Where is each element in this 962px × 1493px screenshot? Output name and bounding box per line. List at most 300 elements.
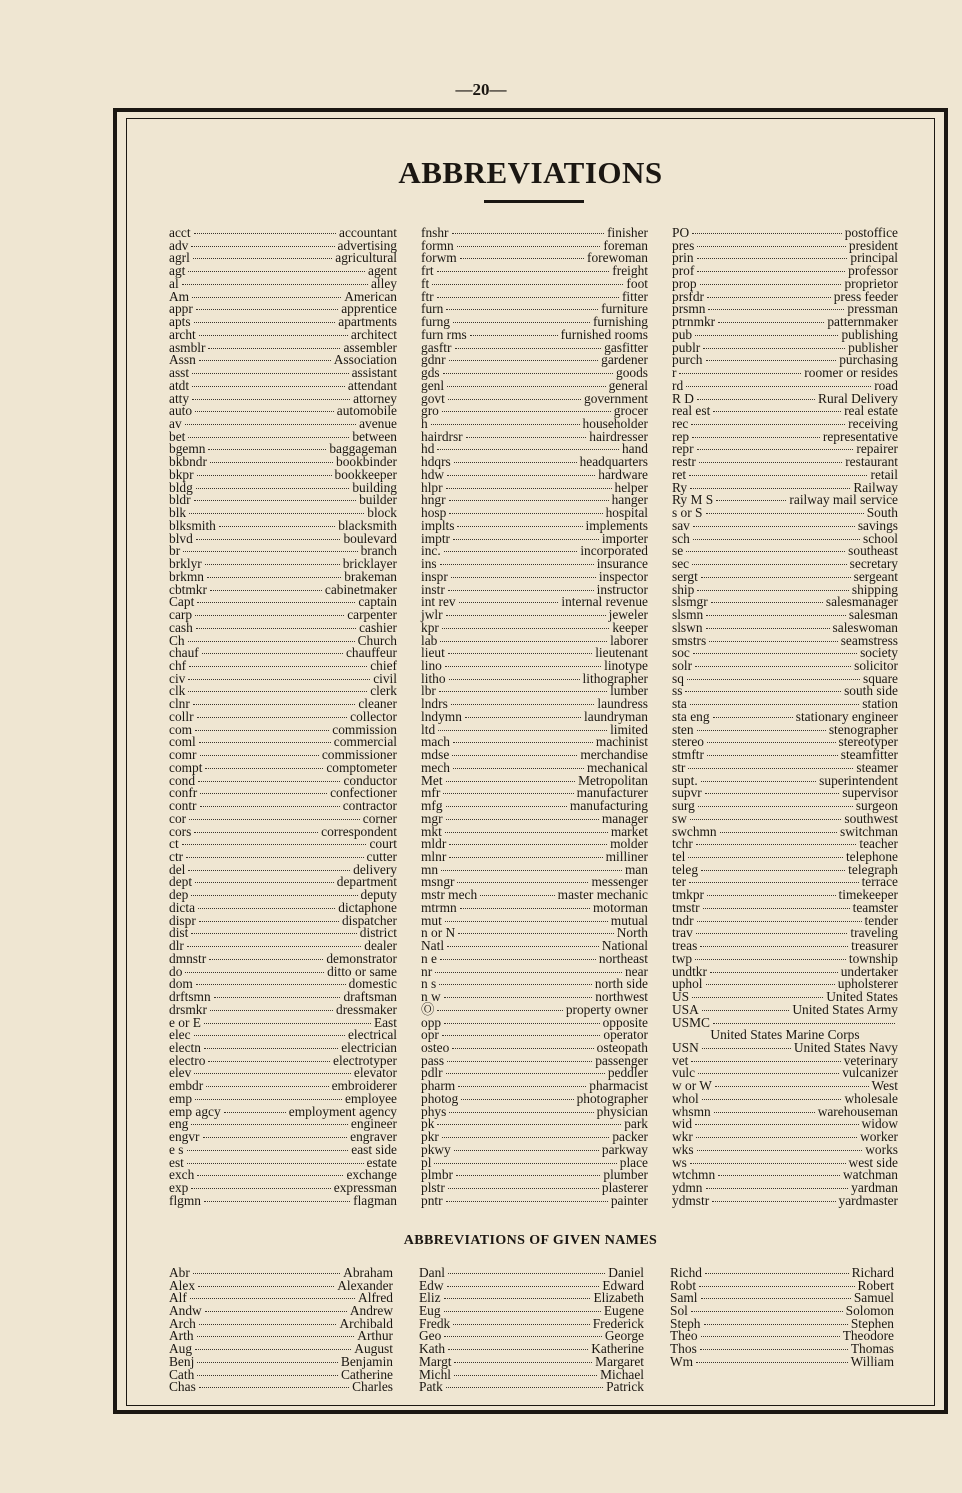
- entry-abbreviation: inspr: [421, 568, 448, 584]
- leader-dots: [718, 322, 824, 323]
- leader-dots: [194, 832, 318, 833]
- entry-abbreviation: genl: [421, 377, 445, 393]
- leader-dots: [691, 1311, 843, 1312]
- entry-abbreviation: frt: [421, 263, 434, 279]
- entry-abbreviation: twp: [672, 950, 693, 966]
- leader-dots: [437, 1124, 621, 1125]
- leader-dots: [434, 1163, 616, 1164]
- entry-abbreviation: Arth: [169, 1328, 194, 1344]
- entry-full-form: engraver: [350, 1129, 397, 1145]
- abbreviation-entry: [169, 494, 397, 507]
- leader-dots: [444, 1336, 602, 1337]
- entry-abbreviation: com: [169, 721, 193, 737]
- entry-abbreviation: mldr: [421, 836, 447, 852]
- leader-dots: [686, 551, 845, 552]
- entry-full-form: apartments: [338, 314, 397, 330]
- leader-dots: [449, 679, 580, 680]
- leader-dots: [207, 577, 341, 578]
- entry-abbreviation: blksmith: [169, 517, 216, 533]
- entry-full-form: representative: [822, 428, 898, 444]
- abbreviation-entry: [421, 428, 648, 444]
- entry-abbreviation: coml: [169, 734, 196, 750]
- entry-abbreviation: cbtmkr: [169, 581, 207, 597]
- leader-dots: [695, 959, 846, 960]
- entry-full-form: manufacturing: [569, 798, 648, 814]
- entry-abbreviation: formn: [421, 237, 454, 253]
- entry-full-form: chauffeur: [345, 645, 397, 661]
- leader-dots: [193, 704, 356, 705]
- entry-full-form: captain: [358, 594, 397, 610]
- leader-dots: [205, 564, 340, 565]
- leader-dots: [711, 602, 823, 603]
- entry-full-form: conductor: [343, 772, 397, 788]
- entry-full-form: delivery: [353, 861, 397, 877]
- entry-abbreviation: e s: [169, 1141, 184, 1157]
- given-names-title: ABBREVIATIONS OF GIVEN NAMES: [403, 1233, 658, 1248]
- entry-full-form: gasfitter: [604, 339, 648, 355]
- entry-abbreviation: gds: [421, 365, 440, 381]
- inner-frame: [126, 118, 935, 1406]
- entry-full-form: hairdresser: [589, 428, 648, 444]
- leader-dots: [447, 946, 599, 947]
- entry-abbreviation: surg: [672, 798, 695, 814]
- entry-abbreviation: rd: [672, 377, 684, 393]
- leader-dots: [187, 1150, 349, 1151]
- entry-full-form: bookbinder: [336, 454, 397, 470]
- entry-abbreviation: lieut: [421, 645, 445, 661]
- leader-dots: [441, 870, 622, 871]
- leader-dots: [200, 755, 319, 756]
- leader-dots: [185, 424, 356, 425]
- entry-full-form: market: [610, 823, 648, 839]
- abbreviation-entry: [421, 1192, 648, 1208]
- entry-full-form: restaurant: [845, 454, 898, 470]
- entry-abbreviation: ins: [421, 556, 437, 572]
- leader-dots: [696, 933, 848, 934]
- leader-dots: [444, 997, 592, 998]
- abbreviation-entry: [672, 1192, 898, 1208]
- leader-dots: [208, 449, 326, 450]
- entry-abbreviation: atdt: [169, 377, 190, 393]
- entry-full-form: merchandise: [580, 747, 648, 763]
- entry-full-form: yardman: [851, 1180, 898, 1196]
- entry-full-form: Frederick: [592, 1315, 644, 1331]
- leader-dots: [453, 539, 599, 540]
- entry-full-form: domestic: [348, 976, 397, 992]
- leader-dots: [720, 832, 837, 833]
- leader-dots: [452, 233, 605, 234]
- entry-full-form: veterinary: [843, 1052, 898, 1068]
- entry-full-form: building: [352, 479, 397, 495]
- leader-dots: [458, 933, 614, 934]
- entry-abbreviation: wtchmn: [672, 1167, 716, 1183]
- entry-full-form: publisher: [848, 339, 898, 355]
- entry-full-form: South: [866, 505, 898, 521]
- entry-full-form: embroiderer: [331, 1078, 397, 1094]
- entry-abbreviation: supvr: [672, 785, 702, 801]
- leader-dots: [697, 258, 848, 259]
- entry-abbreviation: real est: [672, 403, 711, 419]
- leader-dots: [224, 1112, 286, 1113]
- entry-full-form: pharmacist: [589, 1078, 648, 1094]
- entry-full-form: sergeant: [853, 568, 898, 584]
- entry-full-form: freight: [612, 263, 648, 279]
- entry-full-form: baggageman: [329, 441, 397, 457]
- leader-dots: [446, 819, 599, 820]
- entry-full-form: seamstress: [840, 632, 898, 648]
- leader-dots: [444, 1311, 601, 1312]
- leader-dots: [192, 386, 345, 387]
- leader-dots: [446, 1387, 603, 1388]
- leader-dots: [457, 882, 588, 883]
- entry-abbreviation: whol: [672, 1090, 699, 1106]
- entry-abbreviation: msngr: [421, 874, 455, 890]
- entry-full-form: Alexander: [337, 1277, 393, 1293]
- entry-full-form: foreman: [603, 237, 648, 253]
- entry-full-form: motorman: [592, 899, 648, 915]
- entry-abbreviation: h: [421, 416, 428, 432]
- leader-dots: [698, 1073, 839, 1074]
- entry-full-form: East: [373, 1014, 397, 1030]
- entry-abbreviation: dist: [169, 925, 189, 941]
- given-names-column-3: [670, 1267, 894, 1369]
- entry-full-form: secretary: [849, 556, 898, 572]
- entry-full-form: packer: [612, 1129, 648, 1145]
- entry-abbreviation: sw: [672, 810, 687, 826]
- leader-dots: [706, 615, 846, 616]
- entry-abbreviation: mfg: [421, 798, 443, 814]
- entry-full-form: attendant: [347, 377, 397, 393]
- entry-full-form: professor: [848, 263, 898, 279]
- leader-dots: [192, 297, 341, 298]
- entry-abbreviation: sta eng: [672, 708, 710, 724]
- entry-abbreviation: hdqrs: [421, 454, 451, 470]
- leader-dots: [202, 653, 343, 654]
- leader-dots: [448, 1188, 599, 1189]
- leader-dots: [198, 1286, 334, 1287]
- entry-full-form: mechanical: [587, 759, 648, 775]
- abbreviation-entry: [169, 647, 397, 660]
- entry-abbreviation: gro: [421, 403, 439, 419]
- leader-dots: [458, 1086, 586, 1087]
- entry-abbreviation: cash: [169, 619, 193, 635]
- entry-full-form: savings: [857, 517, 898, 533]
- entry-abbreviation: publr: [672, 339, 701, 355]
- entry-abbreviation: Eug: [419, 1303, 441, 1319]
- leader-dots: [686, 386, 871, 387]
- leader-dots: [195, 615, 344, 616]
- entry-abbreviation: mn: [421, 861, 439, 877]
- abbreviation-entry: [670, 1353, 894, 1369]
- entry-abbreviation: appr: [169, 301, 193, 317]
- entry-full-form: south side: [844, 683, 898, 699]
- entry-abbreviation: acct: [169, 225, 191, 240]
- entry-abbreviation: litho: [421, 670, 446, 686]
- entry-full-form: peddler: [607, 1065, 648, 1081]
- leader-dots: [690, 1163, 846, 1164]
- entry-full-form: Theodore: [842, 1328, 894, 1344]
- entry-full-form: exchange: [346, 1167, 397, 1183]
- entry-abbreviation: osteo: [421, 1040, 450, 1055]
- leader-dots: [707, 297, 831, 298]
- leader-dots: [693, 526, 855, 527]
- entry-full-form: West: [871, 1078, 898, 1094]
- leader-dots: [696, 1362, 848, 1363]
- entry-abbreviation: prop: [672, 275, 697, 291]
- entry-abbreviation: n e: [421, 950, 437, 966]
- entry-abbreviation: Kath: [419, 1341, 446, 1357]
- leader-dots: [442, 628, 609, 629]
- leader-dots: [453, 1324, 589, 1325]
- entry-abbreviation: blk: [169, 505, 187, 521]
- entry-full-form: steamfitter: [840, 747, 898, 763]
- entry-abbreviation: flgmn: [169, 1192, 201, 1208]
- entry-abbreviation: sq: [672, 670, 684, 686]
- entry-full-form: publishing: [841, 326, 898, 342]
- entry-full-form: collector: [350, 708, 397, 724]
- entry-abbreviation: stereo: [672, 734, 704, 750]
- entry-full-form: clerk: [370, 683, 397, 699]
- entry-abbreviation: contr: [169, 798, 197, 814]
- entry-abbreviation: ptrnmkr: [672, 314, 716, 330]
- leader-dots: [195, 1099, 342, 1100]
- leader-dots: [431, 424, 580, 425]
- leader-dots: [695, 1124, 858, 1125]
- entry-full-form: employee: [344, 1090, 397, 1106]
- entry-abbreviation: asmblr: [169, 339, 206, 355]
- entry-full-form: property owner: [565, 1001, 648, 1017]
- entry-full-form: upholsterer: [837, 976, 898, 992]
- entry-full-form: correspondent: [321, 823, 397, 839]
- entry-abbreviation: pntr: [421, 1192, 443, 1208]
- entry-full-form: north side: [594, 976, 648, 992]
- entry-full-form: saleswoman: [832, 619, 898, 635]
- leader-dots: [194, 1035, 345, 1036]
- entry-abbreviation: sav: [672, 517, 690, 533]
- leader-dots: [189, 819, 360, 820]
- leader-dots: [710, 972, 838, 973]
- entry-abbreviation: slsmn: [672, 607, 704, 623]
- entry-full-form: supervisor: [842, 785, 898, 801]
- leader-dots: [459, 602, 559, 603]
- entry-full-form: terrace: [861, 874, 898, 890]
- entry-abbreviation: lab: [421, 632, 438, 648]
- entry-abbreviation: sch: [672, 530, 690, 546]
- entry-full-form: school: [863, 530, 898, 546]
- leader-dots: [709, 641, 837, 642]
- entry-abbreviation: r: [672, 365, 677, 381]
- entry-abbreviation: hairdrsr: [421, 428, 463, 444]
- entry-abbreviation: e or E: [169, 1014, 201, 1030]
- entry-full-form: National: [601, 938, 648, 954]
- entry-abbreviation: plstr: [421, 1180, 445, 1196]
- entry-abbreviation: av: [169, 416, 182, 432]
- entry-full-form: undertaker: [840, 963, 898, 979]
- entry-abbreviation: Alex: [169, 1277, 196, 1293]
- entry-abbreviation: lndrs: [421, 696, 448, 712]
- entry-abbreviation: ct: [169, 836, 179, 852]
- entry-full-form: Solomon: [845, 1303, 894, 1319]
- entry-abbreviation: kpr: [421, 619, 439, 635]
- entry-full-form: northeast: [598, 950, 648, 966]
- leader-dots: [460, 258, 584, 259]
- leader-dots: [188, 271, 365, 272]
- leader-dots: [209, 959, 323, 960]
- entry-full-form: Metropolitan: [578, 772, 648, 788]
- leader-dots: [452, 1048, 593, 1049]
- entry-full-form: manager: [601, 810, 648, 826]
- entry-full-form: Charles: [352, 1379, 393, 1395]
- abbreviation-column-2: [421, 227, 648, 1208]
- leader-dots: [696, 1137, 857, 1138]
- entry-full-form: North: [616, 925, 648, 941]
- entry-abbreviation: n s: [421, 976, 437, 992]
- leader-dots: [182, 284, 368, 285]
- entry-full-form: man: [624, 861, 648, 877]
- entry-abbreviation: tchr: [672, 836, 693, 852]
- entry-full-form: park: [624, 1116, 648, 1132]
- abbreviation-entry: [672, 456, 898, 469]
- leader-dots: [453, 768, 584, 769]
- entry-abbreviation: sec: [672, 556, 690, 572]
- entry-abbreviation: pk: [421, 1116, 435, 1132]
- abbreviation-entry: [169, 657, 397, 673]
- entry-full-form: Rural Delivery: [818, 390, 898, 406]
- entry-full-form: George: [604, 1328, 644, 1344]
- leader-dots: [188, 437, 349, 438]
- leader-dots: [199, 1387, 349, 1388]
- entry-abbreviation: imptr: [421, 530, 451, 546]
- entry-abbreviation: Arch: [169, 1315, 196, 1331]
- entry-full-form: blacksmith: [338, 517, 397, 533]
- entry-full-form: machinist: [595, 734, 648, 750]
- entry-abbreviation: instr: [421, 581, 445, 597]
- leader-dots: [460, 908, 590, 909]
- entry-full-form: William: [850, 1353, 894, 1369]
- entry-abbreviation: Michl: [419, 1366, 451, 1382]
- entry-abbreviation: govt: [421, 390, 445, 406]
- entry-full-form: hanger: [611, 492, 648, 508]
- entry-full-form: instructor: [596, 581, 648, 597]
- entry-abbreviation: chauf: [169, 645, 199, 661]
- entry-full-form: grocer: [613, 403, 648, 419]
- abbreviation-entry: [421, 275, 648, 291]
- entry-abbreviation: opp: [421, 1014, 442, 1030]
- entry-full-form: American: [344, 288, 397, 304]
- entry-abbreviation: n w: [421, 989, 441, 1005]
- leader-dots: [446, 781, 576, 782]
- entry-abbreviation: bgemn: [169, 441, 206, 457]
- entry-full-form: square: [863, 670, 898, 686]
- entry-full-form: carpenter: [347, 607, 397, 623]
- page-frame: [113, 108, 948, 1414]
- entry-abbreviation: lbr: [421, 683, 436, 699]
- entry-abbreviation: pub: [672, 326, 693, 342]
- leader-dots: [690, 819, 842, 820]
- entry-full-form: Abraham: [343, 1265, 393, 1280]
- entry-full-form: laundress: [597, 696, 648, 712]
- entry-abbreviation: nr: [421, 963, 433, 979]
- leader-dots: [191, 1188, 330, 1189]
- entry-abbreviation: hd: [421, 441, 435, 457]
- entry-full-form: court: [369, 836, 397, 852]
- entry-abbreviation: tmstr: [672, 899, 700, 915]
- entry-abbreviation: brkmn: [169, 568, 204, 584]
- entry-abbreviation: pres: [672, 237, 695, 253]
- entry-full-form: teamster: [852, 899, 898, 915]
- entry-full-form: receiving: [848, 416, 898, 432]
- entry-abbreviation: mtrmn: [421, 899, 457, 915]
- leader-dots: [197, 602, 355, 603]
- entry-full-form: Robert: [857, 1277, 894, 1293]
- entry-abbreviation: collr: [169, 708, 194, 724]
- entry-abbreviation: tndr: [672, 912, 694, 928]
- entry-abbreviation: Richd: [670, 1265, 702, 1280]
- entry-abbreviation: blvd: [169, 530, 193, 546]
- entry-abbreviation: furn: [421, 301, 444, 317]
- entry-abbreviation: repr: [672, 441, 694, 457]
- leader-dots: [697, 730, 826, 731]
- entry-full-form: Elizabeth: [593, 1290, 644, 1306]
- entry-full-form: attorney: [353, 390, 397, 406]
- entry-abbreviation: ft: [421, 275, 430, 291]
- leader-dots: [446, 615, 606, 616]
- entry-abbreviation: mfr: [421, 785, 441, 801]
- entry-abbreviation: Danl: [419, 1265, 446, 1280]
- leader-dots: [691, 424, 845, 425]
- entry-full-form: chief: [370, 657, 397, 673]
- entry-full-form: tender: [864, 912, 898, 928]
- entry-full-form: general: [608, 377, 648, 393]
- leader-dots: [457, 526, 582, 527]
- leader-dots: [693, 653, 857, 654]
- abbreviation-entry: [169, 1141, 397, 1157]
- entry-abbreviation: Abr: [169, 1265, 190, 1280]
- entry-full-form: treasurer: [851, 938, 898, 954]
- entry-full-form: traveling: [850, 925, 898, 941]
- entry-abbreviation: ss: [672, 683, 683, 699]
- leader-dots: [716, 500, 786, 501]
- entry-full-form: apprentice: [341, 301, 397, 317]
- leader-dots: [199, 742, 331, 743]
- entry-abbreviation: dmnstr: [169, 950, 207, 966]
- entry-abbreviation: supt.: [672, 772, 698, 788]
- entry-abbreviation: Geo: [419, 1328, 442, 1344]
- entry-full-form: parkway: [601, 1141, 648, 1157]
- leader-dots: [466, 437, 587, 438]
- entry-abbreviation: bet: [169, 428, 186, 444]
- entry-full-form: United States Navy: [793, 1040, 898, 1055]
- entry-full-form: Archibald: [339, 1315, 393, 1331]
- leader-dots: [448, 1349, 588, 1350]
- entry-abbreviation: USA: [672, 1001, 699, 1017]
- entry-abbreviation: exp: [169, 1180, 189, 1196]
- entry-full-form: worker: [860, 1129, 898, 1145]
- leader-dots: [197, 1175, 343, 1176]
- entry-full-form: surgeon: [855, 798, 898, 814]
- entry-full-form: forewoman: [587, 250, 648, 266]
- leader-dots: [449, 844, 607, 845]
- leader-dots: [437, 297, 619, 298]
- entry-full-form: master mechanic: [557, 887, 648, 903]
- entry-abbreviation: ctr: [169, 848, 184, 864]
- entry-full-form: teacher: [859, 836, 898, 852]
- entry-full-form: government: [584, 390, 648, 406]
- entry-full-form: station: [862, 696, 898, 712]
- abbreviation-entry: [421, 1141, 648, 1157]
- entry-abbreviation: wks: [672, 1141, 694, 1157]
- entry-abbreviation: gdnr: [421, 352, 446, 368]
